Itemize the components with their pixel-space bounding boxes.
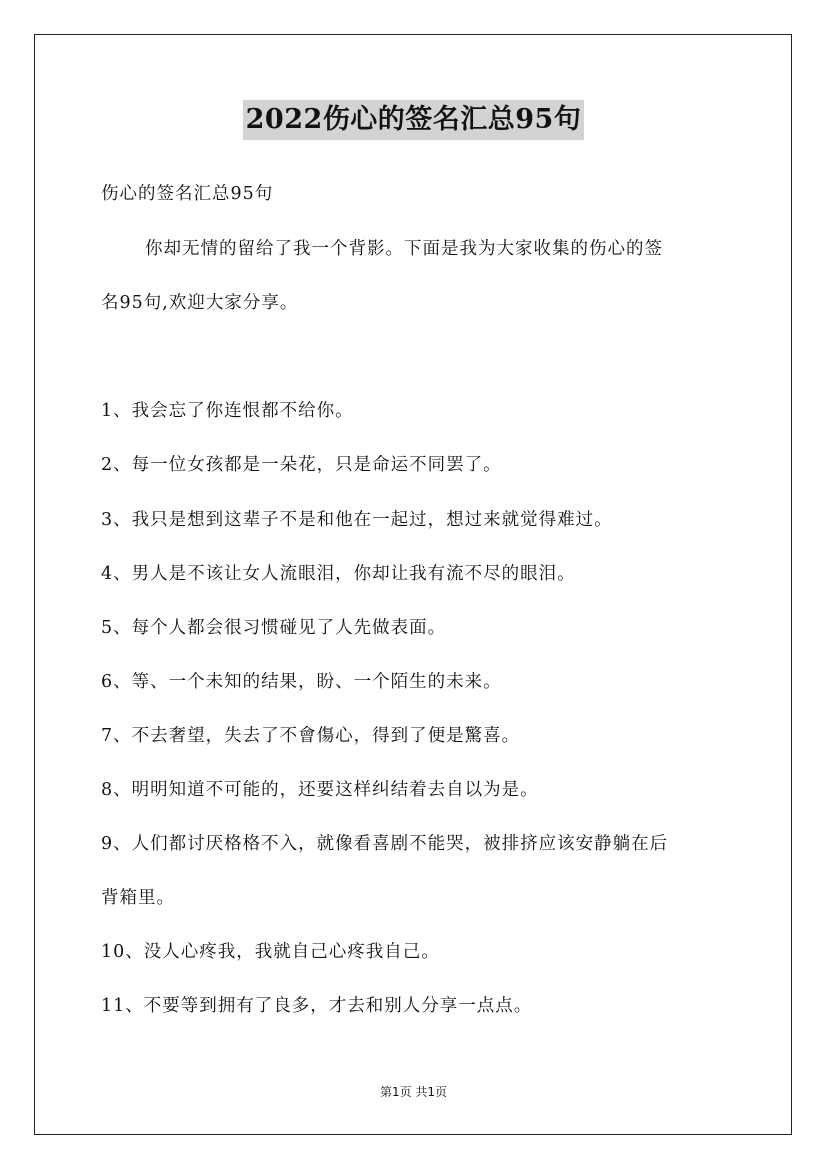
page-footer: 第1页 共1页 bbox=[379, 1085, 448, 1099]
document-subtitle: 伤心的签名汇总95句 bbox=[101, 184, 274, 204]
intro-paragraph-line-2: 名95句,欢迎大家分享。 bbox=[101, 293, 299, 313]
list-item: 10、没人心疼我，我就自己心疼我自己。 bbox=[101, 942, 440, 962]
list-item: 7、不去奢望，失去了不會傷心，得到了便是驚喜。 bbox=[101, 726, 521, 746]
list-item: 6、等、一个未知的结果，盼、一个陌生的未来。 bbox=[101, 672, 502, 692]
list-item: 5、每个人都会很习惯碰见了人先做表面。 bbox=[101, 618, 447, 638]
list-item: 3、我只是想到这辈子不是和他在一起过，想过来就觉得难过。 bbox=[101, 510, 613, 530]
intro-paragraph-line-1: 你却无情的留给了我一个背影。下面是我为大家收集的伤心的签 bbox=[145, 239, 663, 259]
list-item: 11、不要等到拥有了良多，才去和别人分享一点点。 bbox=[101, 996, 533, 1016]
document-title: 2022伤心的签名汇总95句 bbox=[243, 100, 585, 140]
title-container bbox=[0, 100, 827, 140]
list-item: 1、我会忘了你连恨都不给你。 bbox=[101, 401, 354, 421]
list-item: 2、每一位女孩都是一朵花，只是命运不同罢了。 bbox=[101, 455, 502, 475]
list-item: 8、明明知道不可能的，还要这样纠结着去自以为是。 bbox=[101, 780, 539, 800]
list-item-continuation: 背箱里。 bbox=[101, 888, 175, 908]
list-item: 9、人们都讨厌格格不入，就像看喜剧不能哭，被排挤应该安静躺在后 bbox=[101, 834, 669, 854]
list-item: 4、男人是不该让女人流眼泪，你却让我有流不尽的眼泪。 bbox=[101, 564, 576, 584]
